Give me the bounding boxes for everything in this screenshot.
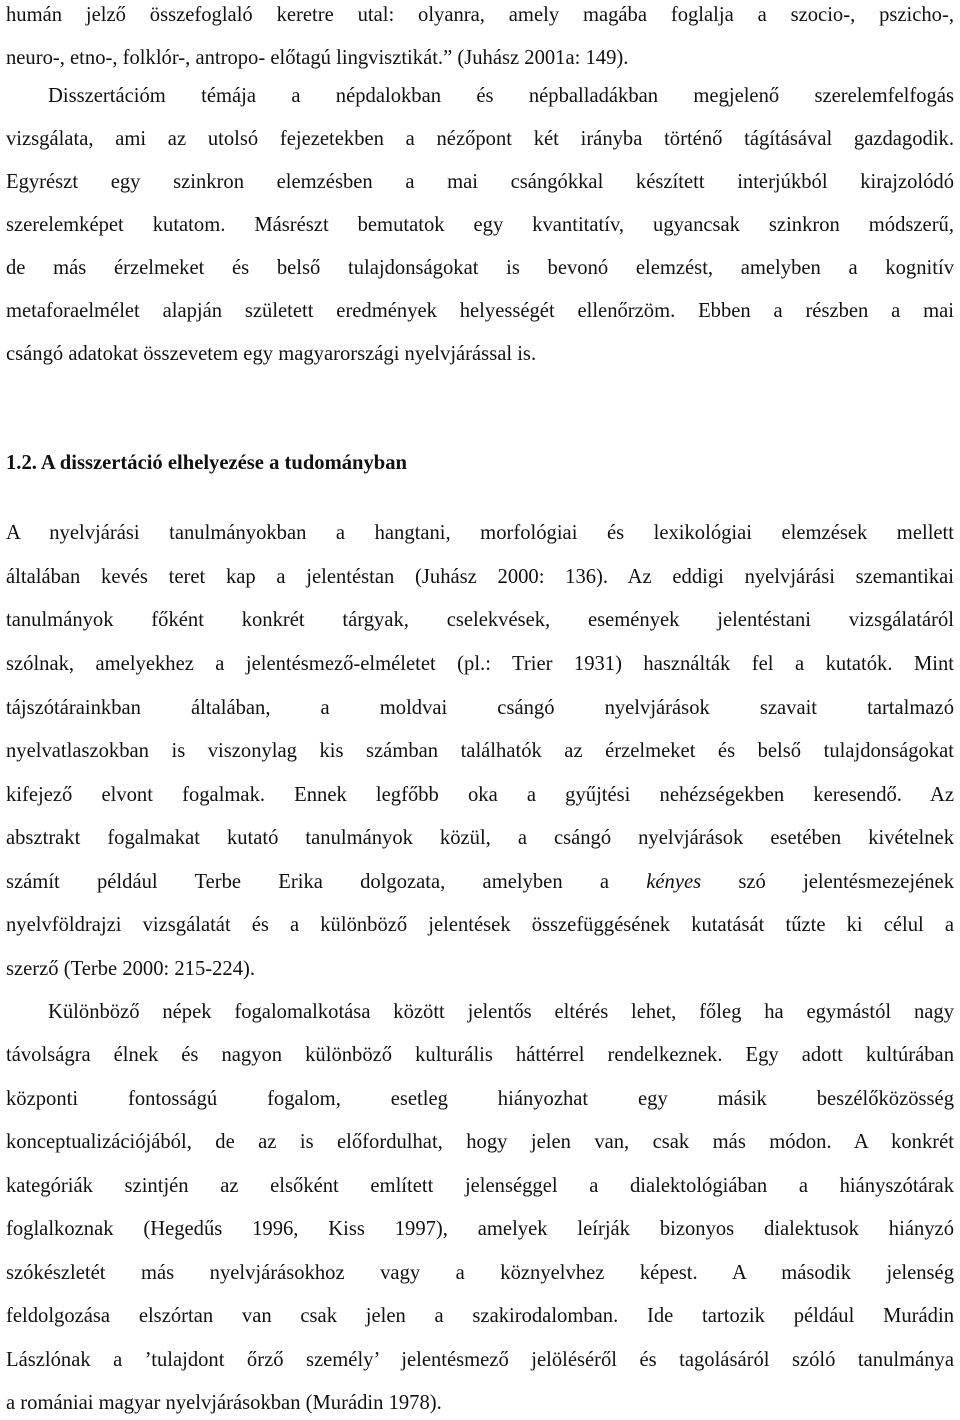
text-line: absztrakt fogalmakat kutató tanulmányok közül, a csángó nyelvjárások esetében kivételnek: [6, 827, 954, 849]
text-line: A nyelvjárási tanulmányokban a hangtani, morfológiai és lexikológiai elemzések mellett: [6, 522, 954, 544]
text-line: Lászlónak a ’tulajdont őrző személy’ jelentésmező jelöléséről és tagolásáról szóló tanulmánya: [6, 1349, 954, 1371]
text-line: távolságra élnek és nagyon különböző kulturális háttérrel rendelkeznek. Egy adott kultúrában: [6, 1044, 954, 1066]
italic-term: kényes: [646, 871, 702, 893]
text-line: tanulmányok főként konkrét tárgyak, cselekvések, események jelentéstani vizsgálatáról: [6, 609, 954, 631]
text-line: feldolgozása elszórtan van csak jelen a szakirodalomban. Ide tartozik például Murádin: [6, 1305, 954, 1327]
text-line: konceptualizációjából, de az is előfordulhat, hogy jelen van, csak más módon. A konkrét: [6, 1131, 954, 1153]
text-line: nyelvatlaszokban is viszonylag kis számban találhatók az érzelmeket és belső tulajdonságokat: [6, 740, 954, 762]
text-line: [6, 868, 954, 896]
text-line: Egyrészt egy szinkron elemzésben a mai csángókkal készített interjúkból kirajzolódó: [6, 171, 954, 193]
text-segment: szó jelentésmezejének: [738, 871, 954, 893]
text-line: de más érzelmeket és belső tulajdonságokat is bevonó elemzést, amelyben a kognitív: [6, 257, 954, 279]
text-line: vizsgálata, ami az utolsó fejezetekben a nézőpont két irányba történő tágításával gazdagodik.: [6, 128, 954, 150]
text-line: kifejező elvont fogalmak. Ennek legfőbb oka a gyűjtési nehézségekben keresendő. Az: [6, 784, 954, 806]
text-line: szerelemképet kutatom. Másrészt bemutatok egy kvantitatív, ugyancsak szinkron módszerű,: [6, 214, 954, 236]
text-line: Disszertációm témája a népdalokban és népballadákban megjelenő szerelemfelfogás: [48, 85, 954, 107]
text-line: szerző (Terbe 2000: 215-224).: [6, 958, 256, 980]
text-line: foglalkoznak (Hegedűs 1996, Kiss 1997), amelyek leírják bizonyos dialektusok hiányzó: [6, 1218, 954, 1240]
text-line: kategóriák szintjén az elsőként említett jelenséggel a dialektológiában a hiányszótárak: [6, 1175, 954, 1197]
text-line: csángó adatokat összevetem egy magyarországi nyelvjárással is.: [6, 343, 537, 365]
text-line: tájszótárainkban általában, a moldvai csángó nyelvjárások szavait tartalmazó: [6, 697, 954, 719]
text-line: Különböző népek fogalomalkotása között jelentős eltérés lehet, főleg ha egymástól nagy: [48, 1001, 954, 1023]
text-line: a romániai magyar nyelvjárásokban (Murádin 1978).: [6, 1392, 442, 1414]
text-line: általában kevés teret kap a jelentéstan (Juhász 2000: 136). Az eddigi nyelvjárási szemantikai: [6, 566, 954, 588]
text-line: humán jelző összefoglaló keretre utal: olyanra, amely magába foglalja a szocio-, pszicho-,: [6, 4, 954, 26]
text-line: szólnak, amelyekhez a jelentésmező-elméletet (pl.: Trier 1931) használták fel a kutatók. Mint: [6, 653, 954, 675]
text-line: szókészletét más nyelvjárásokhoz vagy a köznyelvhez képest. A második jelenség: [6, 1262, 954, 1284]
text-line: neuro-, etno-, folklór-, antropo- előtagú lingvisztikát.” (Juhász 2001a: 149).: [6, 47, 629, 69]
text-line: központi fontosságú fogalom, esetleg hiányozhat egy másik beszélőközösség: [6, 1088, 954, 1110]
section-heading: 1.2. A disszertáció elhelyezése a tudományban: [6, 452, 407, 474]
text-segment: számít például Terbe Erika dolgozata, amelyben a: [6, 871, 609, 893]
text-line: nyelvföldrajzi vizsgálatát és a különböző jelentések összefüggésének kutatását tűzte ki célul a: [6, 914, 954, 936]
text-line: metaforaelmélet alapján született eredmények helyességét ellenőrzöm. Ebben a részben a mai: [6, 300, 954, 322]
